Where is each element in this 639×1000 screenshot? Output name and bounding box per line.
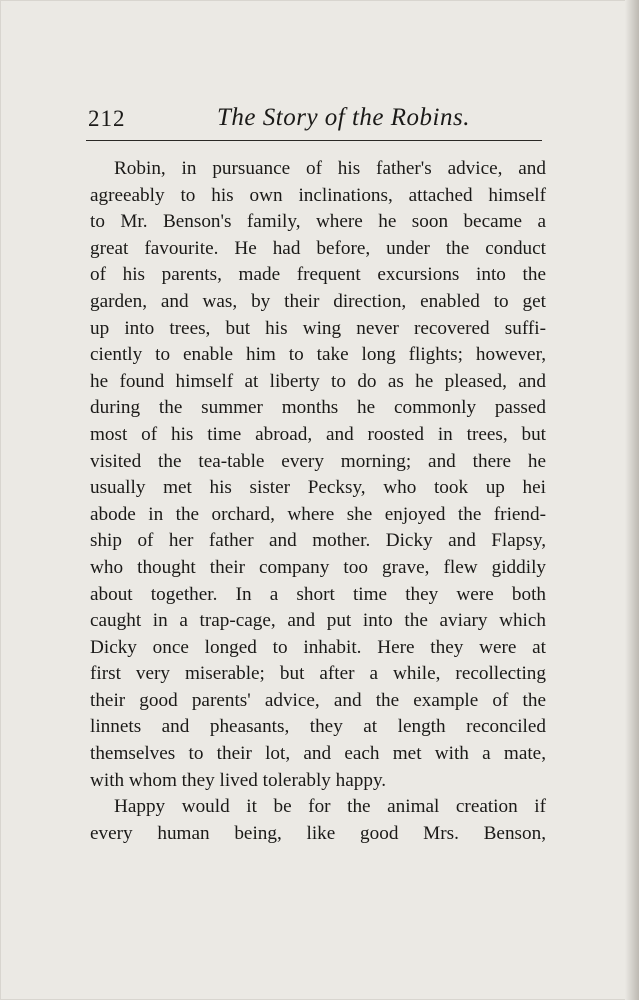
text-line: themselves to their lot, and each met with a mate, bbox=[90, 743, 546, 765]
text-line: usually met his sister Pecksy, who took up hei bbox=[90, 477, 546, 499]
text-line: to Mr. Benson's family, where he soon became a bbox=[90, 211, 546, 233]
text-line: Happy would it be for the animal creation if bbox=[114, 796, 546, 818]
text-line: ship of her father and mother. Dicky and Flapsy, bbox=[90, 530, 546, 552]
body-text bbox=[90, 156, 546, 847]
text-line: linnets and pheasants, they at length reconciled bbox=[90, 716, 546, 738]
text-line: garden, and was, by their direction, enabled to get bbox=[90, 290, 546, 312]
text-line: their good parents' advice, and the example of the bbox=[90, 689, 546, 711]
header-rule bbox=[86, 140, 542, 141]
text-line: about together. In a short time they were both bbox=[90, 583, 546, 605]
text-line: first very miserable; but after a while, recollecting bbox=[90, 663, 546, 685]
text-line: during the summer months he commonly passed bbox=[90, 397, 546, 419]
text-line: agreeably to his own inclinations, attached himself bbox=[90, 184, 546, 206]
page-edge-shadow bbox=[625, 0, 639, 1000]
text-line: every human being, like good Mrs. Benson, bbox=[90, 822, 546, 844]
text-line: who thought their company too grave, flew giddily bbox=[90, 556, 546, 578]
text-line: of his parents, made frequent excursions into the bbox=[90, 264, 546, 286]
page-header bbox=[86, 102, 541, 138]
text-line: Dicky once longed to inhabit. Here they were at bbox=[90, 636, 546, 658]
text-line: ciently to enable him to take long flights; however, bbox=[90, 344, 546, 366]
text-line: abode in the orchard, where she enjoyed the friend- bbox=[90, 503, 546, 525]
page-number: 212 bbox=[88, 106, 126, 131]
text-line: Robin, in pursuance of his father's advice, and bbox=[114, 158, 546, 179]
text-line: most of his time abroad, and roosted in trees, but bbox=[90, 423, 546, 445]
text-line: with whom they lived tolerably happy. bbox=[90, 769, 387, 791]
running-title: The Story of the Robins. bbox=[217, 104, 470, 131]
text-line: visited the tea-table every morning; and there he bbox=[90, 450, 546, 472]
text-line: up into trees, but his wing never recovered suffi- bbox=[90, 317, 546, 339]
text-line: great favourite. He had before, under the conduct bbox=[90, 237, 546, 259]
text-line: he found himself at liberty to do as he pleased, and bbox=[90, 370, 546, 392]
text-line: caught in a trap-cage, and put into the aviary which bbox=[90, 610, 546, 632]
